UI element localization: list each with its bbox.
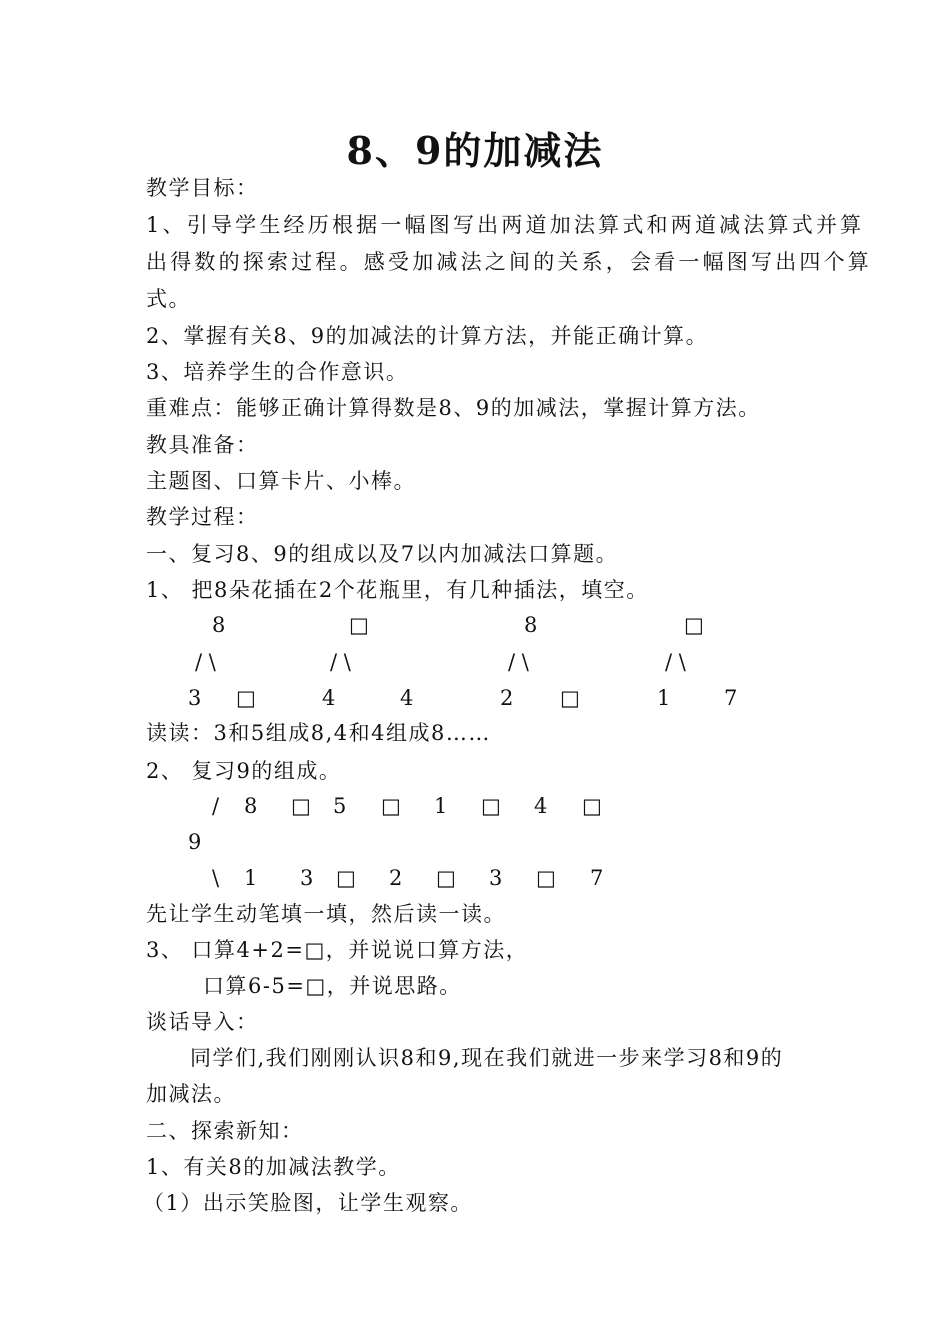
step-1-heading: 一、复习8、9的组成以及7以内加减法口算题。: [146, 542, 619, 566]
tools-list: 主题图、口算卡片、小棒。: [146, 469, 416, 493]
step-1-item-2: 2、 复习9的组成。: [146, 759, 342, 783]
tree9-lower-2: 3: [300, 866, 314, 890]
objective-2: 2、掌握有关8、9的加减法的计算方法，并能正确计算。: [146, 324, 709, 348]
tree9-upper-4: □: [381, 794, 401, 818]
process-heading: 教学过程：: [146, 505, 259, 529]
tree8-bottom-2: □: [236, 686, 256, 710]
tree9-upper-2: □: [291, 794, 311, 818]
step-1-item-3-line-1: 3、 口算4+2=□，并说说口算方法，: [146, 938, 529, 962]
step-2-sub-1: （1）出示笑脸图，让学生观察。: [143, 1191, 473, 1215]
tree8-bottom-4: 4: [400, 686, 414, 710]
tree9-lower-8: 7: [590, 866, 604, 890]
tree8-bottom-3: 4: [322, 686, 336, 710]
tree9-lower-7: □: [536, 866, 556, 890]
tree9-upper-3: 5: [333, 794, 347, 818]
fill-instruction: 先让学生动笔填一填，然后读一读。: [146, 902, 506, 926]
talk-heading: 谈话导入：: [146, 1010, 259, 1034]
step-1-item-3-line-2: 口算6-5=□，并说思路。: [203, 974, 462, 998]
tree8-branch-3: / \: [508, 650, 529, 674]
tree9-lower-5: □: [436, 866, 456, 890]
tree9-lower-slash: \: [212, 866, 220, 890]
tree8-branch-4: / \: [665, 650, 686, 674]
tree8-bottom-1: 3: [188, 686, 202, 710]
objective-1-line-1: 1、引导学生经历根据一幅图写出两道加法算式和两道减法算式并算: [146, 213, 865, 237]
step-2-item-1: 1、有关8的加减法教学。: [146, 1155, 401, 1179]
objectives-heading: 教学目标：: [146, 176, 259, 200]
tree9-lower-6: 3: [489, 866, 503, 890]
step-1-item-1: 1、 把8朵花插在2个花瓶里，有几种插法，填空。: [146, 578, 649, 602]
tree8-bottom-5: 2: [500, 686, 514, 710]
objective-1-line-2: 出得数的探索过程。感受加减法之间的关系，会看一幅图写出四个算: [146, 250, 872, 274]
tree9-upper-1: 8: [244, 794, 258, 818]
tree8-top-4: □: [684, 613, 704, 637]
read-line: 读读：3和5组成8,4和4组成8……: [146, 721, 491, 745]
tree9-lower-1: 1: [244, 866, 258, 890]
objective-1-line-3: 式。: [146, 287, 191, 311]
tree9-upper-slash: /: [212, 794, 220, 818]
tree9-upper-7: 4: [534, 794, 548, 818]
tree8-bottom-6: □: [560, 686, 580, 710]
tree8-bottom-8: 7: [724, 686, 738, 710]
step-2-heading: 二、探索新知：: [146, 1119, 304, 1143]
tree9-root: 9: [188, 830, 202, 854]
objective-3: 3、培养学生的合作意识。: [146, 360, 409, 384]
talk-line-1: 同学们,我们刚刚认识8和9,现在我们就进一步来学习8和9的: [190, 1046, 784, 1070]
tree8-branch-2: / \: [330, 650, 351, 674]
tree8-top-1: 8: [212, 613, 226, 637]
key-points: 重难点：能够正确计算得数是8、9的加减法，掌握计算方法。: [146, 396, 761, 420]
tree9-upper-6: □: [481, 794, 501, 818]
tree9-lower-4: 2: [389, 866, 403, 890]
tree8-branch-1: / \: [195, 650, 216, 674]
tree8-top-3: 8: [524, 613, 538, 637]
tree9-lower-3: □: [336, 866, 356, 890]
tree8-bottom-7: 1: [657, 686, 671, 710]
tree8-top-2: □: [349, 613, 369, 637]
document-title: 8、9的加减法: [346, 128, 604, 173]
tree9-upper-5: 1: [434, 794, 448, 818]
talk-line-2: 加减法。: [146, 1082, 236, 1106]
tools-heading: 教具准备：: [146, 433, 259, 457]
tree9-upper-8: □: [582, 794, 602, 818]
